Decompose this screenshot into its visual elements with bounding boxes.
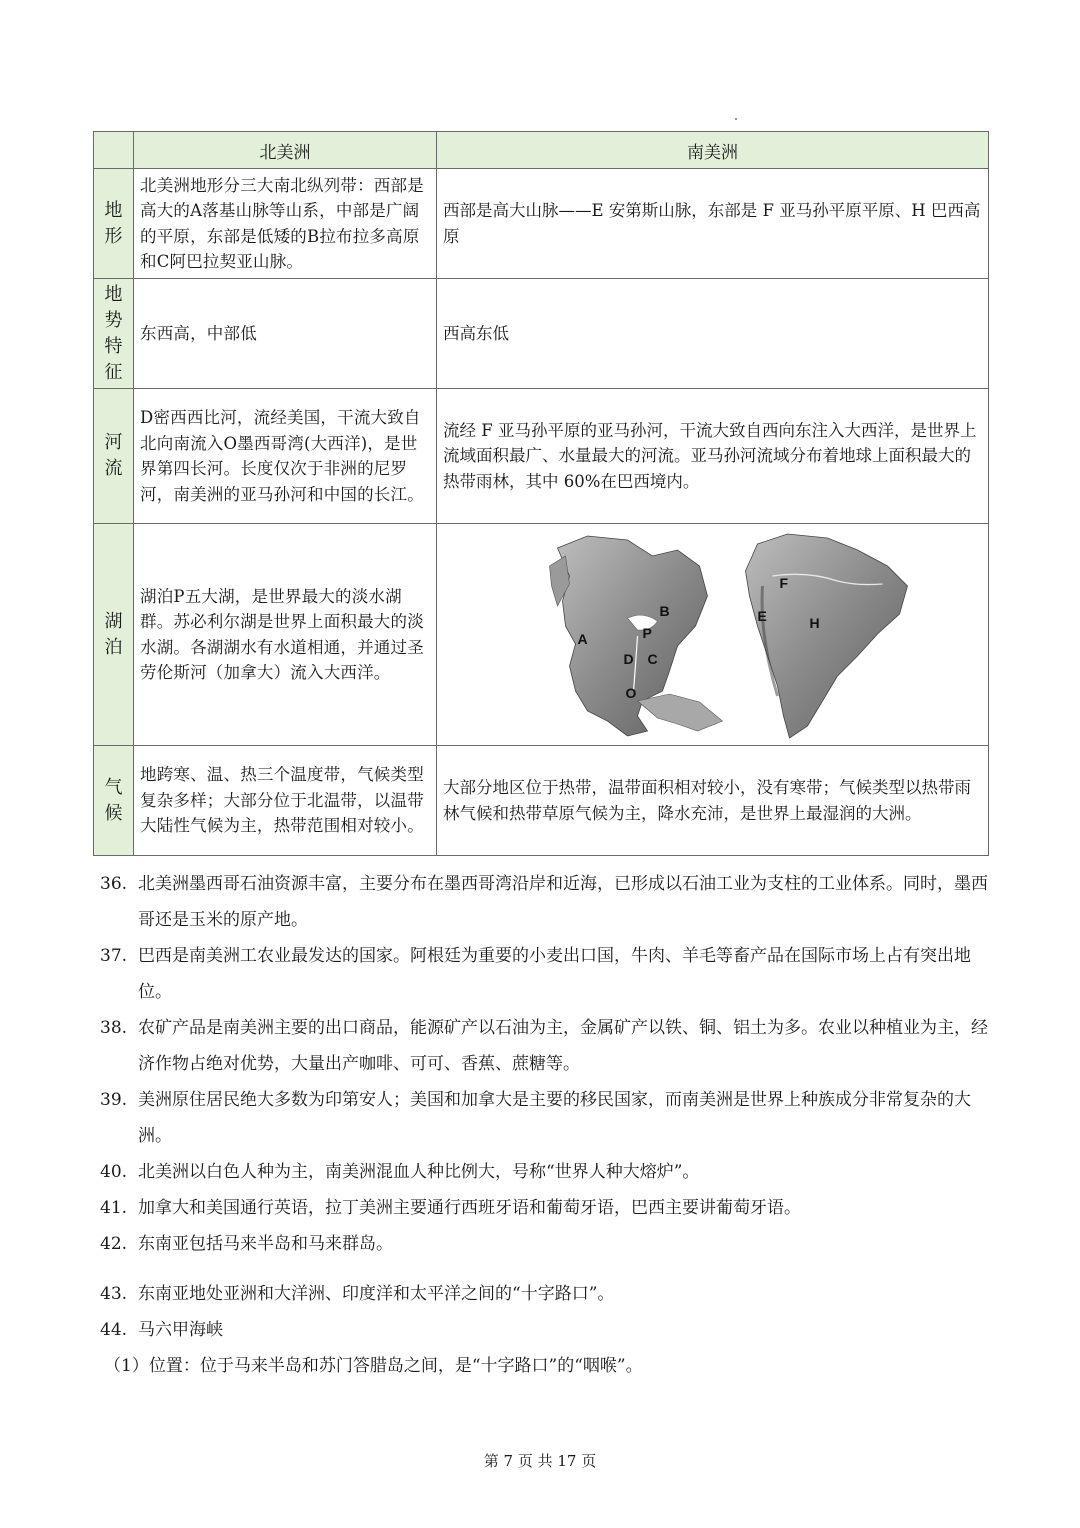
americas-relief-map <box>437 526 988 744</box>
row-head-climate: 气 候 <box>94 746 134 856</box>
list-item: 42. 东南亚包括马来半岛和马来群岛。 <box>100 1234 393 1254</box>
row-head-terrain: 地 形 <box>94 169 134 279</box>
row-climate <box>94 746 989 856</box>
list-item: 36. 北美洲墨西哥石油资源丰富，主要分布在墨西哥湾沿岸和近海，已形成以石油工业为支柱的工业体系。同时，墨西哥还是玉米的原产地。 <box>100 874 988 930</box>
list-item: 40. 北美洲以白色人种为主，南美洲混血人种比例大，号称“世界人种大熔炉”。 <box>100 1162 700 1182</box>
row-head-lakes: 湖 泊 <box>94 524 134 746</box>
list-item: 44. 马六甲海峡 <box>100 1320 223 1340</box>
page-footer: 第 7 页 共 17 页 <box>483 1452 597 1470</box>
na-climate: 地跨寒、温、热三个温度带，气候类型复杂多样；大部分位于北温带，以温带大陆性气候为主，热带范围相对较小。 <box>134 746 437 856</box>
header-north-america: 北美洲 <box>134 132 437 169</box>
sub-item: （1）位置：位于马来半岛和苏门答腊岛之间，是“十字路口”的“咽喉”。 <box>104 1356 643 1376</box>
sa-climate: 大部分地区位于热带，温带面积相对较小，没有寒带；气候类型以热带雨林气候和热带草原气候为主，降水充沛，是世界上最湿润的大洲。 <box>437 746 989 856</box>
row-terrain <box>94 169 989 279</box>
na-rivers: D密西西比河，流经美国，干流大致自北向南流入O墨西哥湾(大西洋)，是世界第四长河。长度仅次于非洲的尼罗河，南美洲的亚马孙河和中国的长江。 <box>134 389 437 524</box>
map-label-p: P <box>642 624 652 641</box>
americas-comparison-table <box>93 131 989 856</box>
south-america-shape <box>746 534 908 738</box>
list-item: 39. 美洲原住居民绝大多数为印第安人；美国和加拿大是主要的移民国家，而南美洲是世界上种族成分非常复杂的大洲。 <box>100 1090 971 1146</box>
map-label-d: D <box>623 650 634 667</box>
map-label-a: A <box>577 630 588 647</box>
header-south-america: 南美洲 <box>437 132 989 169</box>
na-lakes: 湖泊P五大湖，是世界最大的淡水湖群。苏必利尔湖是世界上面积最大的淡水湖。各湖湖水有水道相通，并通过圣劳伦斯河（加拿大）流入大西洋。 <box>134 524 437 746</box>
sa-terrain: 西部是高大山脉——E 安第斯山脉，东部是 F 亚马孙平原平原、H 巴西高原 <box>437 169 989 279</box>
row-relief <box>94 279 989 389</box>
table-header-row <box>94 132 989 169</box>
row-head-relief: 地 势 特 征 <box>94 279 134 389</box>
decor-dot <box>735 118 737 120</box>
map-label-f: F <box>779 574 789 591</box>
notes-list <box>100 866 990 1384</box>
map-label-c: C <box>647 650 658 667</box>
sa-relief: 西高东低 <box>437 279 989 389</box>
list-item: 43. 东南亚地处亚洲和大洋洲、印度洋和太平洋之间的“十字路口”。 <box>100 1284 615 1304</box>
americas-map-cell <box>437 524 989 746</box>
row-head-rivers: 河 流 <box>94 389 134 524</box>
na-relief: 东西高，中部低 <box>134 279 437 389</box>
list-item: 37. 巴西是南美洲工农业最发达的国家。阿根廷为重要的小麦出口国，牛肉、羊毛等畜产品在国际市场上占有突出地位。 <box>100 946 971 1002</box>
list-item: 38. 农矿产品是南美洲主要的出口商品，能源矿产以石油为主，金属矿产以铁、铜、铝土为多。农业以种植业为主，经济作物占绝对优势，大量出产咖啡、可可、香蕉、蔗糖等。 <box>100 1018 988 1074</box>
map-label-e: E <box>757 607 767 624</box>
sa-rivers: 流经 F 亚马孙平原的亚马孙河，干流大致自西向东注入大西洋，是世界上流域面积最广、水量最大的河流。亚马孙河流域分布着地球上面积最大的热带雨林，其中 60%在巴西境内。 <box>437 389 989 524</box>
map-label-o: O <box>625 684 637 701</box>
map-label-h: H <box>809 614 820 631</box>
na-terrain: 北美洲地形分三大南北纵列带：西部是高大的A落基山脉等山系，中部是广阔的平原，东部是低矮的B拉布拉多高原和C阿巴拉契亚山脉。 <box>134 169 437 279</box>
row-rivers <box>94 389 989 524</box>
row-lakes <box>94 524 989 746</box>
list-item: 41. 加拿大和美国通行英语，拉丁美洲主要通行西班牙语和葡萄牙语，巴西主要讲葡萄牙语。 <box>100 1198 801 1218</box>
map-label-b: B <box>659 602 670 619</box>
header-blank <box>94 132 134 169</box>
